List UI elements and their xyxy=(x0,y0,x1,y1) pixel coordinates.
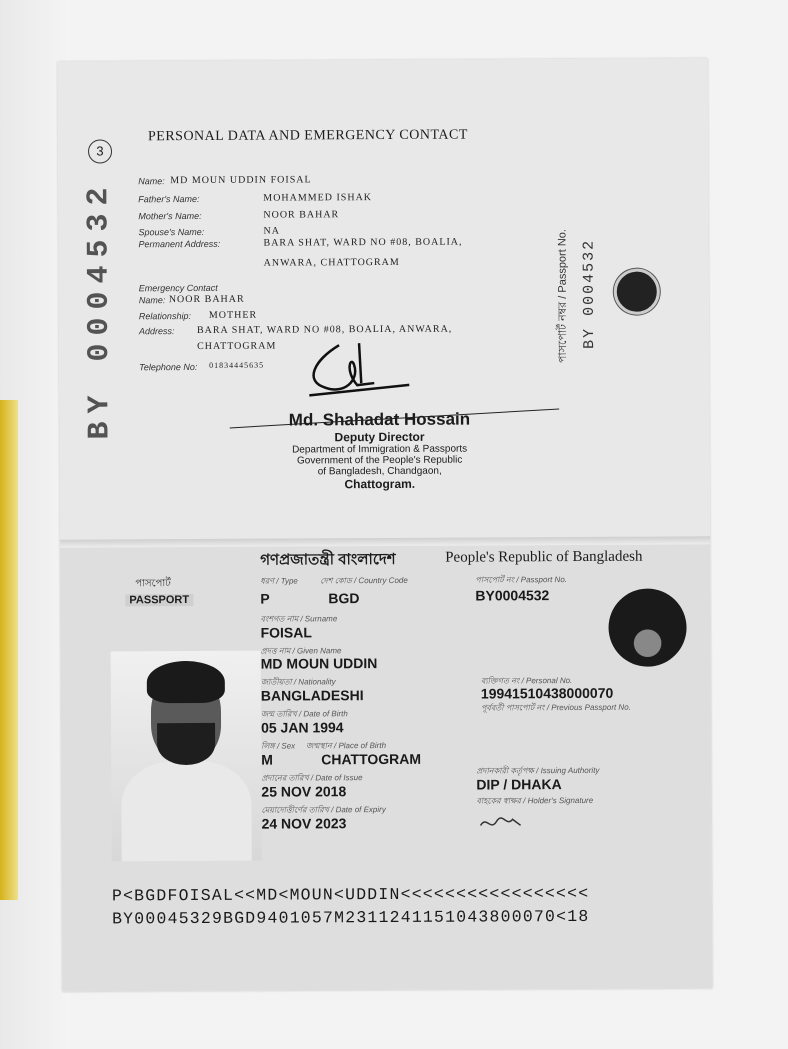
date-of-expiry-value: 24 NOV 2023 xyxy=(261,815,347,832)
telephone-label: Telephone No: xyxy=(139,361,198,373)
holder-signature-label: বাহকের স্বাক্ষর / Holder's Signature xyxy=(476,795,594,806)
country-code-value: BGD xyxy=(328,590,360,607)
heading-bangla: গণপ্রজাতন্ত্রী বাংলাদেশ xyxy=(260,550,396,569)
holder-signature xyxy=(477,811,527,835)
date-of-expiry-label: মেয়াদোত্তীর্ণের তারিখ / Date of Expiry xyxy=(261,804,386,815)
passport-no-label: পাসপোর্ট নং / Passport No. xyxy=(475,575,568,585)
bangladesh-emblem-icon xyxy=(608,588,686,666)
passport-english-label: PASSPORT xyxy=(125,594,193,606)
passport-bangla-label: পাসপোর্ট xyxy=(135,578,171,590)
spouse-name-value: NA xyxy=(263,225,280,237)
permanent-address-label: Permanent Address: xyxy=(138,238,221,250)
permanent-address-line1: BARA SHAT, WARD NO #08, BOALIA, xyxy=(263,236,463,249)
officer-signature xyxy=(299,335,419,406)
passport-document xyxy=(58,58,713,991)
officer-stamp xyxy=(269,409,489,491)
dob-value: 05 JAN 1994 xyxy=(261,719,344,736)
date-of-issue-label: প্রদানের তারিখ / Date of Issue xyxy=(261,773,363,783)
sex-value: M xyxy=(261,751,273,768)
country-code-label: দেশ কোড / Country Code xyxy=(320,575,408,586)
mother-name-label: Mother's Name: xyxy=(138,210,202,222)
yellow-edge xyxy=(0,400,18,900)
officer-title: Deputy Director xyxy=(334,429,425,445)
passport-no-vertical-label: পাসপোর্ট নম্বর / Passport No. xyxy=(556,229,570,364)
telephone-value: 01834445635 xyxy=(209,360,265,370)
nationality-label: জাতীয়তা / Nationality xyxy=(260,677,336,687)
type-label: ধরণ / Type xyxy=(260,576,298,586)
personal-no-label: ব্যক্তিগত নং / Personal No. xyxy=(480,676,573,686)
page-number: 3 xyxy=(88,139,112,163)
page-title: PERSONAL DATA AND EMERGENCY CONTACT xyxy=(147,127,468,145)
em-name-label: Name: xyxy=(138,295,166,306)
heading-english: People's Republic of Bangladesh xyxy=(445,548,643,566)
passport-no-vertical-number: BY 0004532 xyxy=(580,238,599,349)
passport-no-value: BY0004532 xyxy=(475,587,550,604)
sex-label: লিঙ্গ / Sex xyxy=(261,741,296,751)
name-label: Name: xyxy=(138,176,165,187)
em-address-line2: CHATTOGRAM xyxy=(197,340,277,352)
relationship-label: Relationship: xyxy=(138,311,191,322)
permanent-address-line2: ANWARA, CHATTOGRAM xyxy=(263,256,400,269)
government-seal-icon xyxy=(614,269,660,315)
father-name-label: Father's Name: xyxy=(138,193,200,205)
personal-no-value: 19941510438000070 xyxy=(480,684,614,702)
spouse-name-label: Spouse's Name: xyxy=(138,226,205,238)
place-of-birth-label: জন্মস্থান / Place of Birth xyxy=(306,740,387,751)
holder-photo xyxy=(111,651,262,862)
officer-government: Government of the People's Republic xyxy=(296,454,463,467)
issuing-authority-label: প্রদানকারী কর্তৃপক্ষ / Issuing Authority xyxy=(476,765,600,776)
given-name-label: প্রদত্ত নাম / Given Name xyxy=(260,646,342,656)
father-name-value: MOHAMMED ISHAK xyxy=(263,192,373,204)
em-name-value: NOOR BAHAR xyxy=(168,293,245,306)
mrz-line-2: BY00045329BGD9401057M2311241151043800070<18 xyxy=(112,906,590,929)
type-value: P xyxy=(260,590,270,607)
mrz-line-1: P<BGDFOISAL<<MD<MOUN<UDDIN<<<<<<<<<<<<<<<<< xyxy=(111,883,590,906)
given-name-value: MD MOUN UDDIN xyxy=(260,655,378,672)
nationality-value: BANGLADESHI xyxy=(260,687,364,704)
name-value: MD MOUN UDDIN FOISAL xyxy=(170,174,312,187)
previous-passport-label: পূর্ববর্তী পাসপোর্ট নং / Previous Passport No. xyxy=(480,702,631,713)
mother-name-value: NOOR BAHAR xyxy=(263,209,340,221)
issuing-authority-value: DIP / DHAKA xyxy=(476,776,562,793)
date-of-issue-value: 25 NOV 2018 xyxy=(261,783,347,800)
em-address-line1: BARA SHAT, WARD NO #08, BOALIA, ANWARA, xyxy=(196,323,453,336)
em-address-label: Address: xyxy=(138,326,175,337)
perforated-number: BY 0004532 xyxy=(82,179,118,440)
officer-department: Department of Immigration & Passports xyxy=(292,443,468,456)
officer-place-line2: Chattogram. xyxy=(344,476,416,492)
officer-place-line1: of Bangladesh, Chandgaon, xyxy=(317,465,442,478)
officer-name: Md. Shahadat Hossain xyxy=(288,409,471,430)
place-of-birth-value: CHATTOGRAM xyxy=(321,750,422,768)
emergency-contact-label: Emergency Contact xyxy=(138,282,218,294)
surname-label: বংশগত নাম / Surname xyxy=(260,614,338,624)
surname-value: FOISAL xyxy=(260,624,312,641)
relationship-value: MOTHER xyxy=(208,309,258,321)
dob-label: জন্ম তারিখ / Date of Birth xyxy=(260,709,348,719)
